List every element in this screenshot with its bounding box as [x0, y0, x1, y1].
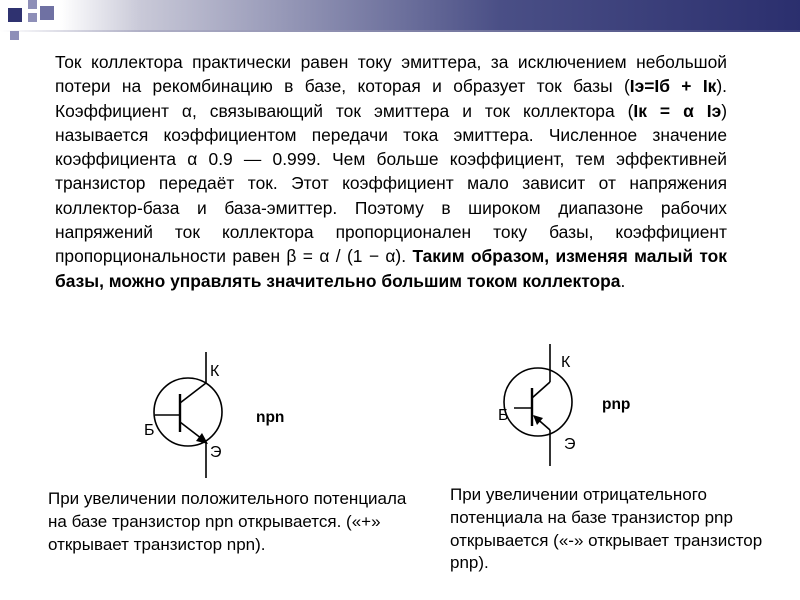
main-paragraph	[55, 50, 727, 293]
decor-square	[28, 0, 37, 9]
header-bar	[0, 0, 800, 30]
text-part: .	[620, 270, 626, 291]
pnp-emitter-label: Э	[564, 436, 576, 453]
npn-body-circle	[154, 378, 222, 446]
text-part: ). Коэффициент α, связывающий ток эмиттера и ток коллектора (	[55, 76, 727, 121]
npn-collector-line	[180, 383, 206, 403]
decor-square	[10, 31, 19, 40]
header-underline	[0, 30, 800, 32]
npn-emitter-label: Э	[210, 444, 222, 461]
decor-square	[28, 13, 37, 22]
pnp-caption: При увеличении отрицательного потенциала на базе транзистор pnp открывается («-» открывает транзистор pnp).	[450, 485, 763, 573]
pnp-collector-line	[532, 382, 550, 398]
pnp-body-circle	[504, 368, 572, 436]
text-part: Ток коллектора практически равен току эмиттера, за исключением небольшой потери на рекомбинацию в базе, которая и образует ток базы (	[55, 52, 727, 97]
pnp-type-label: pnp	[602, 396, 631, 413]
decor-square	[40, 6, 54, 20]
formula-alpha: Iк = α Iэ	[633, 100, 722, 121]
pnp-collector-label: К	[561, 354, 571, 371]
conclusion-bold: Таким образом, изменяя малый ток базы, можно управлять значительно большим током коллектора	[55, 246, 727, 291]
decor-square	[8, 8, 22, 22]
npn-collector-label: К	[210, 363, 220, 380]
text-part: ) называется коэффициентом передачи тока эмиттера. Численное значение коэффициента α 0.9 — 0.999. Чем больше коэффициент, тем эффективней транзистор передаёт ток. Этот коэффициент мало зависит от напряжения коллектор-база и база-эмиттер. Поэтому в широком диапазоне рабочих напряжений ток коллектора пропорционален току базы, коэффициент пропорциональности равен β = α / (1 − α).	[55, 100, 727, 267]
npn-base-label: Б	[144, 422, 155, 439]
formula-currents: Iэ=Iб + Iк	[629, 76, 717, 97]
npn-caption: При увеличении положительного потенциала на базе транзистор npn открывается. («+» открывает транзистор npn).	[48, 489, 407, 554]
npn-transistor-diagram	[140, 350, 300, 490]
npn-type-label: npn	[256, 409, 285, 426]
pnp-base-label: Б	[498, 407, 509, 424]
pnp-transistor-diagram	[490, 340, 650, 480]
